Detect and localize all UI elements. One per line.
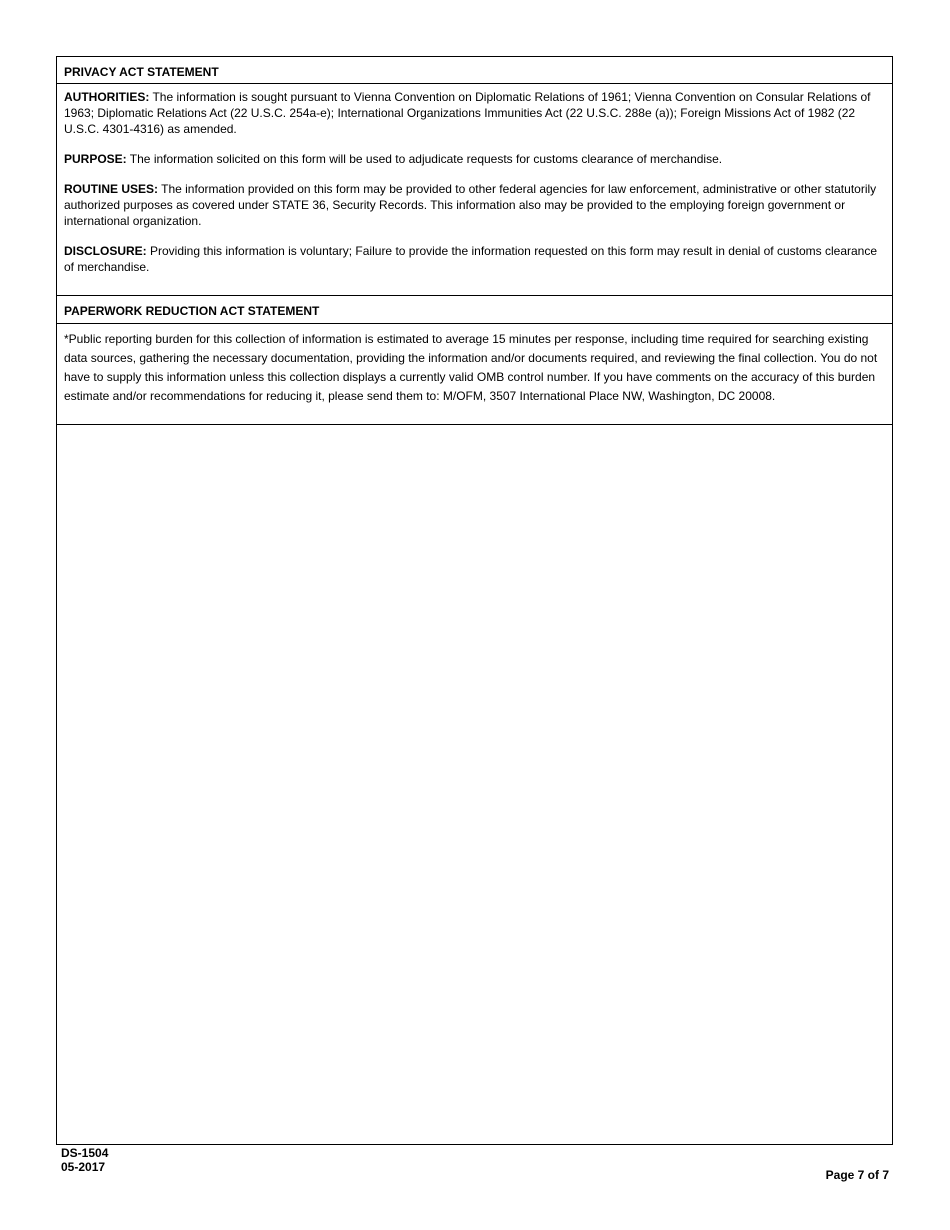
purpose-text: The information solicited on this form will be used to adjudicate requests for customs clearance of merchandise. xyxy=(126,152,723,166)
privacy-act-title: PRIVACY ACT STATEMENT xyxy=(57,57,892,84)
authorities-paragraph xyxy=(64,89,885,137)
authorities-label: AUTHORITIES: xyxy=(64,90,150,104)
form-frame xyxy=(56,56,893,1145)
page-number: Page 7 of 7 xyxy=(825,1168,889,1182)
form-number: DS-1504 xyxy=(61,1146,109,1160)
routine-uses-label: ROUTINE USES: xyxy=(64,182,159,196)
purpose-paragraph xyxy=(64,151,885,167)
form-identifier xyxy=(61,1146,108,1174)
paperwork-reduction-title: PAPERWORK REDUCTION ACT STATEMENT xyxy=(57,296,892,324)
authorities-text: The information is sought pursuant to Vienna Convention on Diplomatic Relations of 1961; Vienna Convention on Consular Relations of 1963; Diplomatic Relations Act (22 U.S.C. 254a-e); International Organizations Immunities Act (22 U.S.C. 288e (a)); Foreign Missions Act of 1982 (22 U.S.C. 4301-4316) as amended. xyxy=(64,90,871,136)
form-date: 05-2017 xyxy=(61,1160,106,1174)
routine-uses-text: The information provided on this form may be provided to other federal agencies for law enforcement, administrative or other statutorily authorized purposes as covered under STATE 36, Security Records. This information also may be provided to the employing foreign government or international organization. xyxy=(64,182,877,228)
paperwork-reduction-text: *Public reporting burden for this collection of information is estimated to average 15 minutes per response, including time required for searching existing data sources, gathering the necessary documentation, providing the information and/or documents required, and reviewing the final collection. You do not have to supply this information unless this collection displays a currently valid OMB control number. If you have comments on the accuracy of this burden estimate and/or recommendations for reducing it, please send them to: M/OFM, 3507 International Place NW, Washington, DC 20008. xyxy=(57,324,892,425)
disclosure-text: Providing this information is voluntary; Failure to provide the information requested on this form may result in denial of customs clearance of merchandise. xyxy=(64,244,878,274)
routine-uses-paragraph xyxy=(64,181,885,229)
privacy-act-body xyxy=(57,84,892,296)
purpose-label: PURPOSE: xyxy=(64,152,127,166)
disclosure-paragraph xyxy=(64,243,885,275)
disclosure-label: DISCLOSURE: xyxy=(64,244,147,258)
